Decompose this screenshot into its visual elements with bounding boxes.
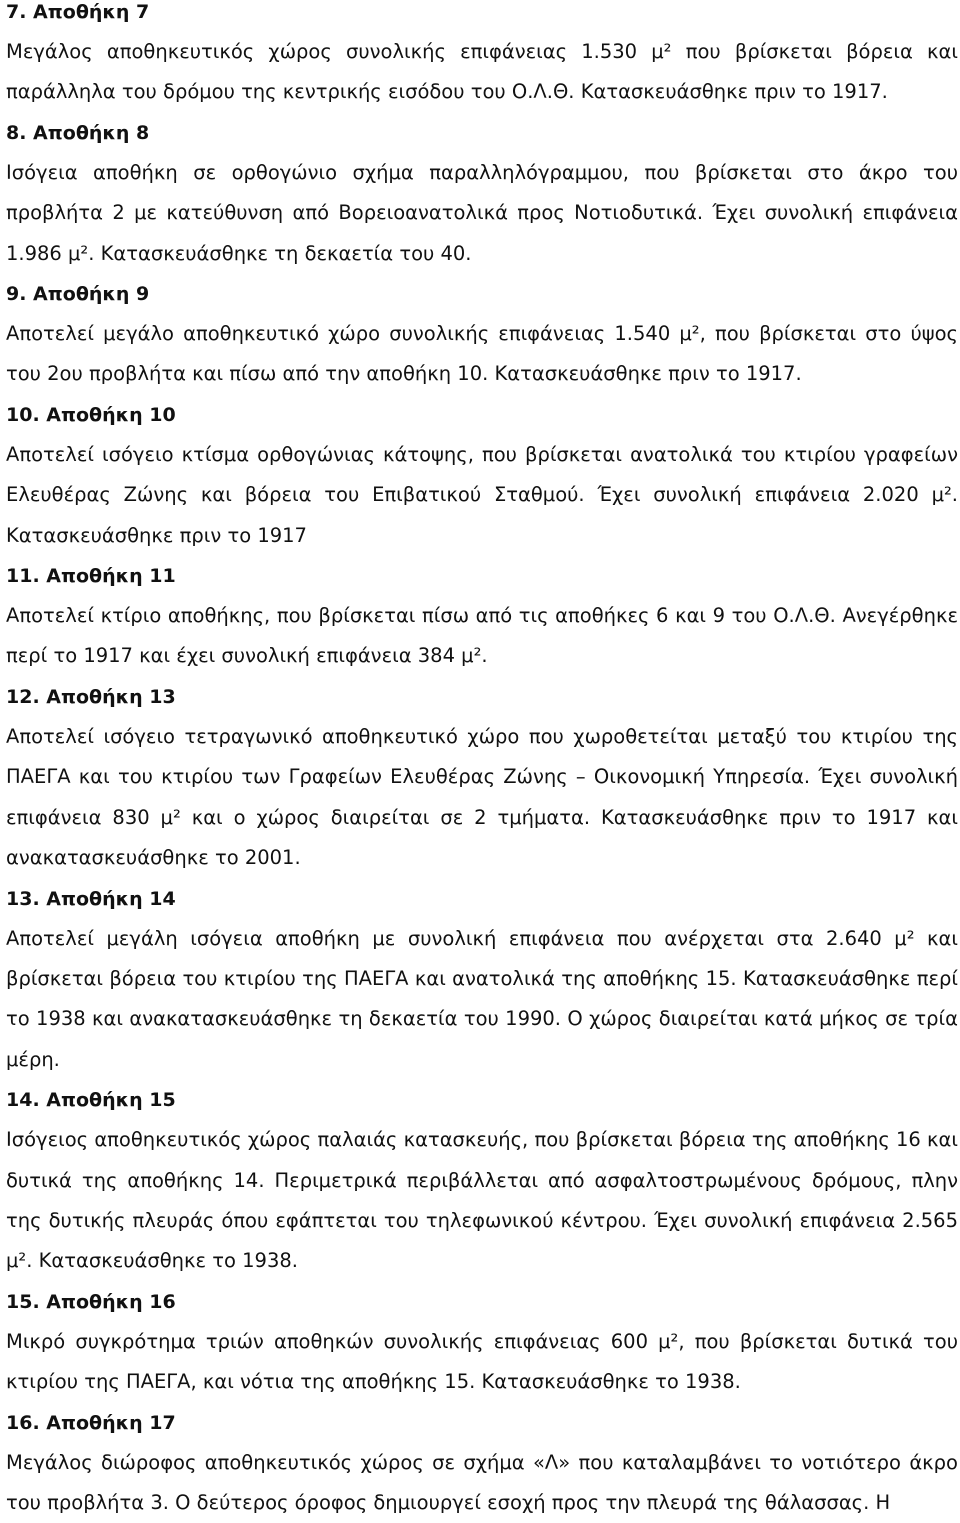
section-body: Αποτελεί κτίριο αποθήκης, που βρίσκεται πίσω από τις αποθήκες 6 και 9 του Ο.Λ.Θ. Ανεγέρθηκε περί το 1917 και έχει συνολική επιφάνεια 384 μ².: [6, 604, 958, 668]
section-body: Ισόγειος αποθηκευτικός χώρος παλαιάς κατασκευής, που βρίσκεται βόρεια της αποθήκης 16 και δυτικά της αποθήκης 14. Περιμετρικά περιβάλλεται από ασφαλτοστρωμένους δρόμους, πλην της δυτικής πλευράς όπου εφάπτεται του τηλεφωνικού κέντρου. Έχει συνολική επιφάνεια 2.565 μ². Κατασκευάσθηκε το 1938.: [6, 1128, 958, 1273]
section-warehouse-17: [6, 1403, 958, 1523]
section-warehouse-13: [6, 677, 958, 879]
section-warehouse-10: [6, 395, 958, 556]
section-heading: 7. Αποθήκη 7: [6, 1, 150, 23]
document-page: [6, 0, 958, 1523]
section-body: Μεγάλος αποθηκευτικός χώρος συνολικής επιφάνειας 1.530 μ² που βρίσκεται βόρεια και παράλληλα του δρόμου της κεντρικής εισόδου του Ο.Λ.Θ. Κατασκευάσθηκε πριν το 1917.: [6, 40, 958, 104]
section-warehouse-9: [6, 274, 958, 395]
section-heading: 16. Αποθήκη 17: [6, 1411, 176, 1434]
section-warehouse-15: [6, 1080, 958, 1282]
section-warehouse-16: [6, 1282, 958, 1403]
section-warehouse-7: [6, 0, 958, 113]
section-body: Αποτελεί ισόγειο τετραγωνικό αποθηκευτικό χώρο που χωροθετείται μεταξύ του κτιρίου της ΠΑΕΓΑ και του κτιρίου των Γραφείων Ελευθέρας Ζώνης – Οικονομική Υπηρεσία. Έχει συνολική επιφάνεια 830 μ² και ο χώρος διαιρείται σε 2 τμήματα. Κατασκευάσθηκε πριν το 1917 και ανακατασκευάσθηκε το 2001.: [6, 724, 958, 870]
section-warehouse-14: [6, 879, 958, 1081]
section-body: Αποτελεί μεγάλο αποθηκευτικό χώρο συνολικής επιφάνειας 1.540 μ², που βρίσκεται στο ύψος του 2ου προβλήτα και πίσω από την αποθήκη 10. Κατασκευάσθηκε πριν το 1917.: [6, 322, 958, 386]
section-heading: 15. Αποθήκη 16: [6, 1290, 176, 1313]
section-body: Ισόγεια αποθήκη σε ορθογώνιο σχήμα παραλληλόγραμμου, που βρίσκεται στο άκρο του προβλήτα 2 με κατεύθυνση από Βορειοανατολικά προς Νοτιοδυτικά. Έχει συνολική επιφάνεια 1.986 μ². Κατασκευάσθηκε τη δεκαετία του 40.: [6, 160, 958, 265]
section-heading: 14. Αποθήκη 15: [6, 1089, 176, 1112]
section-warehouse-8: [6, 113, 958, 274]
section-heading: 12. Αποθήκη 13: [6, 685, 176, 708]
section-warehouse-11: [6, 556, 958, 677]
section-heading: 8. Αποθήκη 8: [6, 121, 150, 144]
section-body: Μικρό συγκρότημα τριών αποθηκών συνολικής επιφάνειας 600 μ², που βρίσκεται δυτικά του κτιρίου της ΠΑΕΓΑ, και νότια της αποθήκης 15. Κατασκευάσθηκε το 1938.: [6, 1329, 958, 1394]
section-heading: 11. Αποθήκη 11: [6, 565, 176, 588]
section-heading: 13. Αποθήκη 14: [6, 887, 176, 910]
section-body: Μεγάλος διώροφος αποθηκευτικός χώρος σε σχήμα «Λ» που καταλαμβάνει το νοτιότερο άκρο του προβλήτα 3. Ο δεύτερος όροφος δημιουργεί εσοχή προς την πλευρά της θάλασσας. Η: [6, 1450, 958, 1514]
section-body: Αποτελεί μεγάλη ισόγεια αποθήκη με συνολική επιφάνεια που ανέρχεται στα 2.640 μ² και βρίσκεται βόρεια του κτιρίου της ΠΑΕΓΑ και ανατολικά της αποθήκης 15. Κατασκευάσθηκε περί το 1938 και ανακατασκευάσθηκε τη δεκαετία του 1990. Ο χώρος διαιρείται κατά μήκος σε τρία μέρη.: [6, 926, 958, 1071]
section-body: Αποτελεί ισόγειο κτίσμα ορθογώνιας κάτοψης, που βρίσκεται ανατολικά του κτιρίου γραφείων Ελευθέρας Ζώνης και βόρεια του Επιβατικού Σταθμού. Έχει συνολική επιφάνεια 2.020 μ². Κατασκευάσθηκε πριν το 1917: [6, 442, 958, 547]
section-heading: 10. Αποθήκη 10: [6, 403, 176, 426]
section-heading: 9. Αποθήκη 9: [6, 283, 150, 306]
